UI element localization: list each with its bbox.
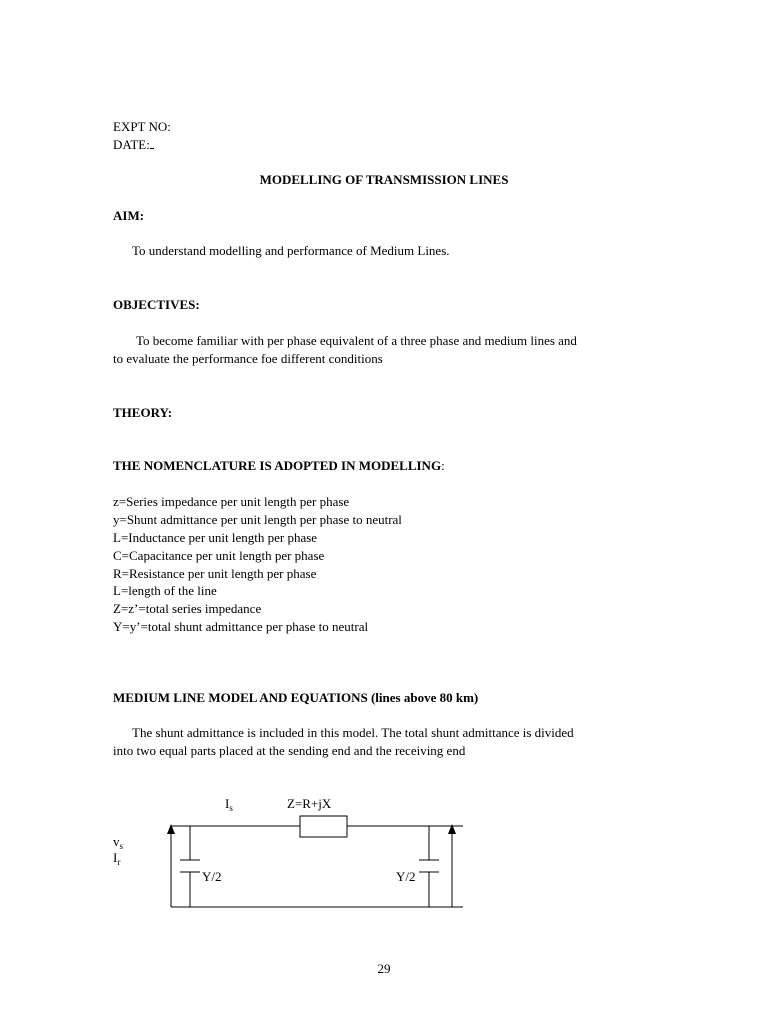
nomenclature-heading-text: THE NOMENCLATURE IS ADOPTED IN MODELLING bbox=[113, 458, 442, 473]
nomenclature-item: L=length of the line bbox=[113, 583, 217, 598]
left-admittance-label: Y/2 bbox=[202, 869, 222, 884]
nomenclature-item: Y=y’=total shunt admittance per phase to neutral bbox=[113, 619, 369, 634]
date-text: DATE: bbox=[113, 137, 150, 152]
nomenclature-heading-colon: : bbox=[441, 458, 445, 473]
medium-line-text-1: The shunt admittance is included in this model. The total shunt admittance is divided bbox=[132, 725, 574, 740]
document-title: MODELLING OF TRANSMISSION LINES bbox=[259, 172, 509, 187]
nomenclature-item: y=Shunt admittance per unit length per phase to neutral bbox=[113, 512, 402, 527]
ir-label: $I_r$ bbox=[113, 850, 121, 867]
theory-heading: THEORY: bbox=[113, 405, 173, 420]
vs-label: $v_s$ bbox=[113, 834, 124, 851]
medium-line-heading: MEDIUM LINE MODEL AND EQUATIONS (lines above 80 km) bbox=[113, 690, 479, 705]
series-impedance-box bbox=[300, 816, 347, 837]
nomenclature-item: R=Resistance per unit length per phase bbox=[113, 566, 317, 581]
is-label: $I_s$ bbox=[225, 796, 233, 813]
page-number: 29 bbox=[377, 961, 391, 976]
nomenclature-item: L=Inductance per unit length per phase bbox=[113, 530, 318, 545]
nomenclature-item: z=Series impedance per unit length per phase bbox=[113, 494, 350, 509]
aim-heading: AIM: bbox=[113, 208, 145, 223]
impedance-label: Z=R+jX bbox=[287, 796, 332, 811]
objectives-line-2: to evaluate the performance foe different conditions bbox=[113, 351, 383, 366]
aim-text: To understand modelling and performance of Medium Lines. bbox=[132, 243, 450, 258]
nomenclature-item: C=Capacitance per unit length per phase bbox=[113, 548, 325, 563]
right-admittance-label: Y/2 bbox=[396, 869, 416, 884]
objectives-heading: OBJECTIVES: bbox=[113, 297, 200, 312]
medium-line-text-2: into two equal parts placed at the sending end and the receiving end bbox=[113, 743, 466, 758]
nomenclature-item: Z=z’=total series impedance bbox=[113, 601, 262, 616]
objectives-line-1: To become familiar with per phase equivalent of a three phase and medium lines and bbox=[136, 333, 577, 348]
expt-no-label: EXPT NO: bbox=[113, 119, 171, 134]
